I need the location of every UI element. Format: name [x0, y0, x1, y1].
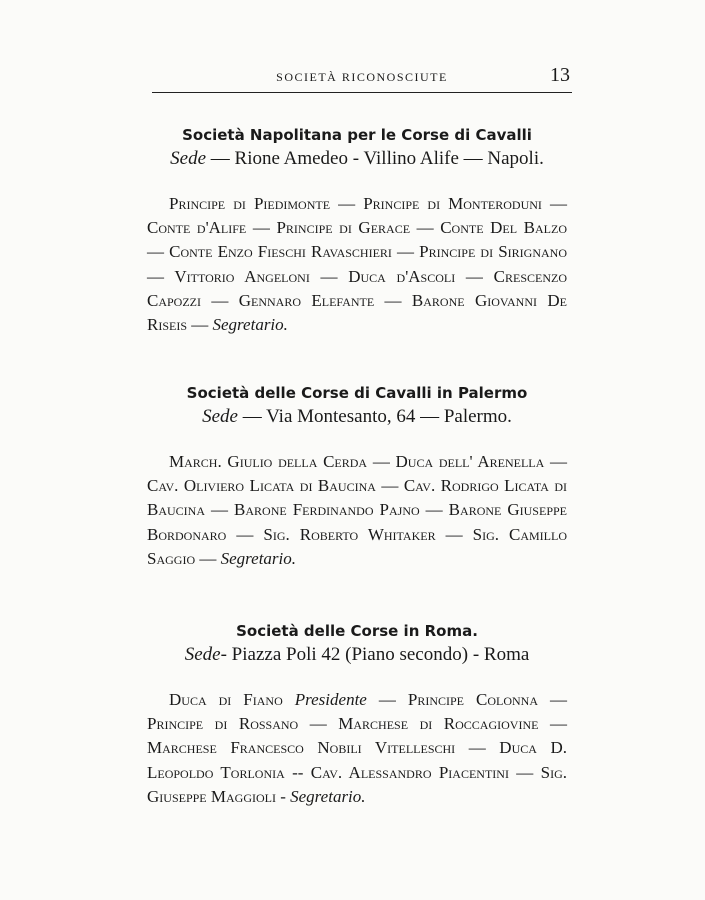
- sede-address: — Via Montesanto, 64 — Palermo.: [242, 406, 512, 427]
- running-head: SOCIETÀ RICONOSCIUTE: [276, 70, 448, 84]
- role-label: Segretario.: [220, 548, 297, 568]
- sede-address: — Rione Amedeo - Villino Alife — Napoli.: [210, 148, 544, 169]
- sede-line: [147, 404, 567, 430]
- sede-label: Sede: [170, 148, 207, 169]
- section-title: Società Napolitana per le Corse di Cavalli: [182, 126, 532, 144]
- role-label: Segretario.: [212, 315, 288, 335]
- role-label: Segretario.: [290, 786, 366, 806]
- members-paragraph: [147, 688, 567, 809]
- page-header: [152, 58, 572, 98]
- section-palermo: [147, 382, 567, 571]
- members-paragraph: [147, 450, 567, 571]
- page-number: 13: [550, 64, 570, 86]
- sede-label: Sede: [184, 644, 221, 665]
- sede-label: Sede: [202, 406, 238, 427]
- members-list: Principe di Piedimonte — Principe di Monteroduni — Conte d'Alife — Principe di Gerace — Conte Del Balzo — Conte Enzo Fieschi Ravaschieri — Principe di Sirignano — Vittorio Angeloni — Duca d'Ascoli — Crescenzo Capozzi — Gennaro Elefante — Barone Giovanni De Riseis —: [147, 194, 567, 335]
- president-label: Presidente: [294, 690, 367, 709]
- members-list-a: Duca di Fiano: [169, 690, 283, 709]
- sede-line: [147, 146, 567, 172]
- members-paragraph: [147, 192, 567, 337]
- header-rule: [152, 92, 572, 93]
- sede-address: - Piazza Poli 42 (Piano secondo) - Roma: [220, 644, 530, 665]
- section-roma: [147, 620, 567, 809]
- members-list: March. Giulio della Cerda — Duca dell' Arenella — Cav. Oliviero Licata di Baucina — Cav. Rodrigo Licata di Baucina — Barone Ferdinando Pajno — Barone Giuseppe Bordonaro — Sig. Roberto Whitaker — Sig. Camillo Saggio —: [147, 452, 567, 568]
- members-list-b: — Principe Colonna — Principe di Rossano — Marchese di Roccagiovine — Marchese Francesco Nobili Vitelleschi — Duca D. Leopoldo Torlonia -- Cav. Alessandro Piacentini — Sig. Giuseppe Maggioli -: [147, 690, 568, 806]
- section-title: Società delle Corse in Roma.: [236, 622, 478, 640]
- section-title: Società delle Corse di Cavalli in Palermo: [186, 384, 528, 402]
- sede-line: [147, 642, 567, 668]
- section-napoli: [147, 124, 567, 337]
